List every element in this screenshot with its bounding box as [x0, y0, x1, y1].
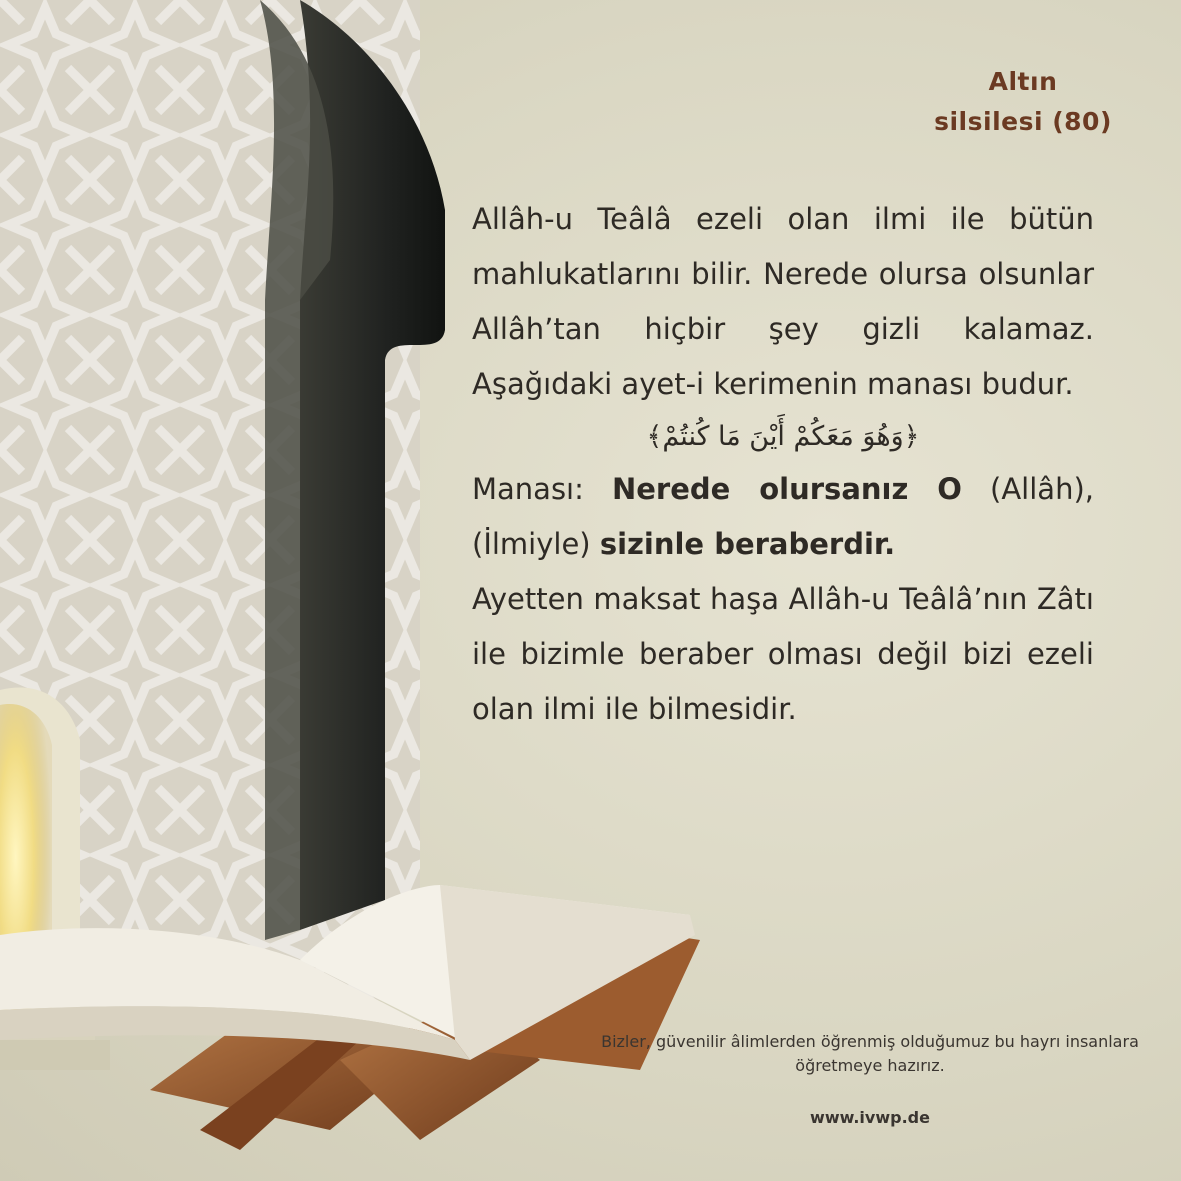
meaning-bold-2: sizinle beraberdir.	[599, 527, 896, 561]
meaning-bold-1: Nerede olursanız O	[611, 472, 962, 506]
meaning-label: Manası:	[472, 472, 612, 506]
intro-paragraph: Allâh-u Teâlâ ezeli olan ilmi ile bütün mahlukatlarını bilir. Nerede olursa olsunlar Allâh’tan hiçbir şey gizli kalamaz. Aşağıdaki ayet-i kerimenin manası budur.	[472, 202, 1094, 401]
meaning-middle: (Allâh), (İlmiyle)	[472, 472, 1094, 561]
main-text	[472, 192, 1094, 737]
series-title	[903, 62, 1143, 142]
ayah-text: ﴿وَهُوَ مَعَكُمْ أَيْنَ مَا كُنتُمْ﴾	[646, 421, 920, 452]
website-url: www.ivwp.de	[810, 1108, 930, 1127]
series-title-line1: Altın	[988, 67, 1058, 96]
explanation-paragraph: Ayetten maksat haşa Allâh-u Teâlâ’nın Zâtı ile bizimle beraber olması değil bizi ezeli olan ilmi ile bilmesidir.	[472, 582, 1094, 726]
meaning-paragraph	[472, 462, 1094, 572]
series-title-line2: silsilesi (80)	[934, 107, 1112, 136]
footer-note: Bizler, güvenilir âlimlerden öğrenmiş olduğumuz bu hayrı insanlara öğretmeye hazırız.	[601, 1032, 1139, 1075]
